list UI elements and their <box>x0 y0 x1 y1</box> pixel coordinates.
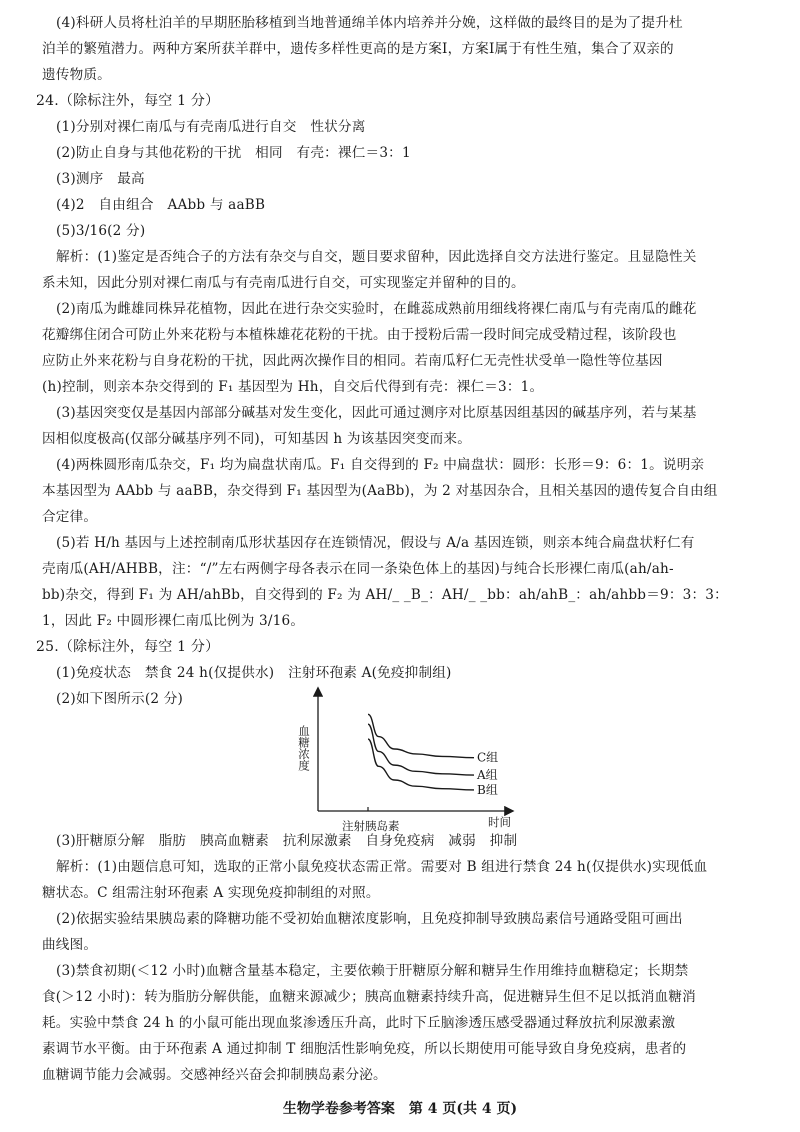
series-label-0: C组 <box>477 750 499 765</box>
q24-explain-4-line3: 合定律。 <box>42 509 98 525</box>
q25-explain-3-line1: (3)禁食初期(＜12 小时)血糖含量基本稳定，主要依赖于肝糖原分解和糖异生作用维持血糖稳定；长期禁 <box>56 963 689 979</box>
q24-explain-2-line1: (2)南瓜为雌雄同株异花植物，因此在进行杂交实验时，在雌蕊成熟前用细线将裸仁南瓜与有壳南瓜的雌花 <box>56 301 697 317</box>
q24-answer-1: (1)分别对裸仁南瓜与有壳南瓜进行自交 性状分离 <box>56 119 366 135</box>
q25-explain-3-line3: 耗。实验中禁食 24 h 的小鼠可能出现血浆渗透压升高，此时下丘脑渗透压感受器通过释放抗利尿激素激 <box>42 1015 676 1031</box>
q24-answer-3: (3)测序 最高 <box>56 171 145 187</box>
q24-explain-2-line3: 应防止外来花粉与自身花粉的干扰，因此两次操作目的相同。若南瓜籽仁无壳性状受单一隐性等位基因 <box>42 353 663 369</box>
x-axis-label: 时间 <box>488 815 511 829</box>
glucose-chart <box>290 683 530 833</box>
q24-explain-4-line1: (4)两株圆形南瓜杂交，F₁ 均为扁盘状南瓜。F₁ 自交得到的 F₂ 中扁盘状：圆形：长形＝9：6：1。说明亲 <box>56 457 705 473</box>
q24-header: 24.（除标注外，每空 1 分） <box>36 93 220 109</box>
q24-answer-2: (2)防止自身与其他花粉的干扰 相同 有壳：裸仁＝3：1 <box>56 145 411 161</box>
q23-p4-line1: (4)科研人员将杜泊羊的早期胚胎移植到当地普通绵羊体内培养并分娩，这样做的最终目的是为了提升杜 <box>56 15 683 31</box>
q24-explain-2-line2: 花瓣绑住闭合可防止外来花粉与本植株雄花花粉的干扰。由于授粉后需一段时间完成受精过程，该阶段也 <box>42 327 677 343</box>
q25-explain-2-line2: 曲线图。 <box>42 937 98 953</box>
q24-explain-5-line1: (5)若 H/h 基因与上述控制南瓜形状基因存在连锁情况，假设与 A/a 基因连锁，则亲本纯合扁盘状籽仁有 <box>56 535 695 551</box>
q25-explain-3-line4: 素调节水平衡。由于环孢素 A 通过抑制 T 细胞活性影响免疫，所以长期使用可能导致自身免疫病，患者的 <box>42 1041 687 1057</box>
q24-explain-3-line2: 因相似度极高(仅部分碱基序列不同)，可知基因 h 为该基因突变而来。 <box>42 431 472 447</box>
series-line-0 <box>368 714 474 757</box>
injection-label: 注射胰岛素 <box>342 819 400 833</box>
q24-answer-4: (4)2 自由组合 AAbb 与 aaBB <box>56 197 266 213</box>
q24-answer-5: (5)3/16(2 分) <box>56 223 146 239</box>
q24-explain-4-line2: 本基因型为 AAbb 与 aaBB，杂交得到 F₁ 基因型为(AaBb)，为 2 对基因杂合，且相关基因的遗传复合自由组 <box>42 483 718 499</box>
q24-explain-5-line2: 壳南瓜(AH/AHBB，注：“/”左右两侧字母各表示在同一条染色体上的基因)与纯合长形裸仁南瓜(ah/ah- <box>42 561 674 577</box>
q25-explain-2-line1: (2)依据实验结果胰岛素的降糖功能不受初始血糖浓度影响，且免疫抑制导致胰岛素信号通路受阻可画出 <box>56 911 683 927</box>
q24-explain-5-line3: bb)杂交，得到 F₁ 为 AH/ahBb，自交得到的 F₂ 为 AH/_ _B_：AH/_ _bb：ah/ahB_：ah/ahbb＝9：3：3： <box>42 587 728 603</box>
q25-answer-3: (3)肝糖原分解 脂肪 胰高血糖素 抗利尿激素 自身免疫病 减弱 抑制 <box>56 833 518 849</box>
q25-explain-1-line2: 糖状态。C 组需注射环孢素 A 实现免疫抑制组的对照。 <box>42 885 380 901</box>
q24-explain-1-line2: 系未知，因此分别对裸仁南瓜与有壳南瓜进行自交，可实现鉴定并留种的目的。 <box>42 275 525 291</box>
series-layer <box>368 714 498 797</box>
series-line-2 <box>368 739 474 790</box>
series-label-2: B组 <box>477 782 498 797</box>
q25-header: 25.（除标注外，每空 1 分） <box>36 639 220 655</box>
glucose-chart-svg <box>290 683 530 833</box>
page-footer: 生物学卷参考答案 第 4 页(共 4 页) <box>282 1101 518 1117</box>
q25-explain-3-line5: 血糖调节能力会减弱。交感神经兴奋会抑制胰岛素分泌。 <box>42 1067 387 1083</box>
q24-explain-1-line1: 解析：(1)鉴定是否纯合子的方法有杂交与自交，题目要求留种，因此选择自交方法进行鉴定。且显隐性关 <box>56 249 697 265</box>
series-line-1 <box>368 724 474 775</box>
q25-answer-2: (2)如下图所示(2 分) <box>56 691 183 707</box>
q25-explain-1-line1: 解析：(1)由题信息可知，选取的正常小鼠免疫状态需正常。需要对 B 组进行禁食 24 h(仅提供水)实现低血 <box>56 859 708 875</box>
q23-p4-line3: 遗传物质。 <box>42 67 111 83</box>
q25-answer-1: (1)免疫状态 禁食 24 h(仅提供水) 注射环孢素 A(免疫抑制组) <box>56 665 452 681</box>
series-label-1: A组 <box>477 768 498 783</box>
q23-p4-line2: 泊羊的繁殖潜力。两种方案所获羊群中，遗传多样性更高的是方案Ⅰ，方案Ⅰ属于有性生殖，集合了双亲的 <box>42 41 674 57</box>
q24-explain-3-line1: (3)基因突变仅是基因内部部分碱基对发生变化，因此可通过测序对比原基因组基因的碱基序列，若与某基 <box>56 405 697 421</box>
q24-explain-2-line4: (h)控制，则亲本杂交得到的 F₁ 基因型为 Hh，自交后代得到有壳：裸仁＝3：1。 <box>42 379 544 395</box>
y-axis-label: 血糖浓度 <box>297 725 311 771</box>
q25-explain-3-line2: 食(＞12 小时)：转为脂肪分解供能，血糖来源减少；胰高血糖素持续升高，促进糖异生但不足以抵消血糖消 <box>42 989 696 1005</box>
q24-explain-5-line4: 1，因此 F₂ 中圆形裸仁南瓜比例为 3/16。 <box>42 613 305 629</box>
